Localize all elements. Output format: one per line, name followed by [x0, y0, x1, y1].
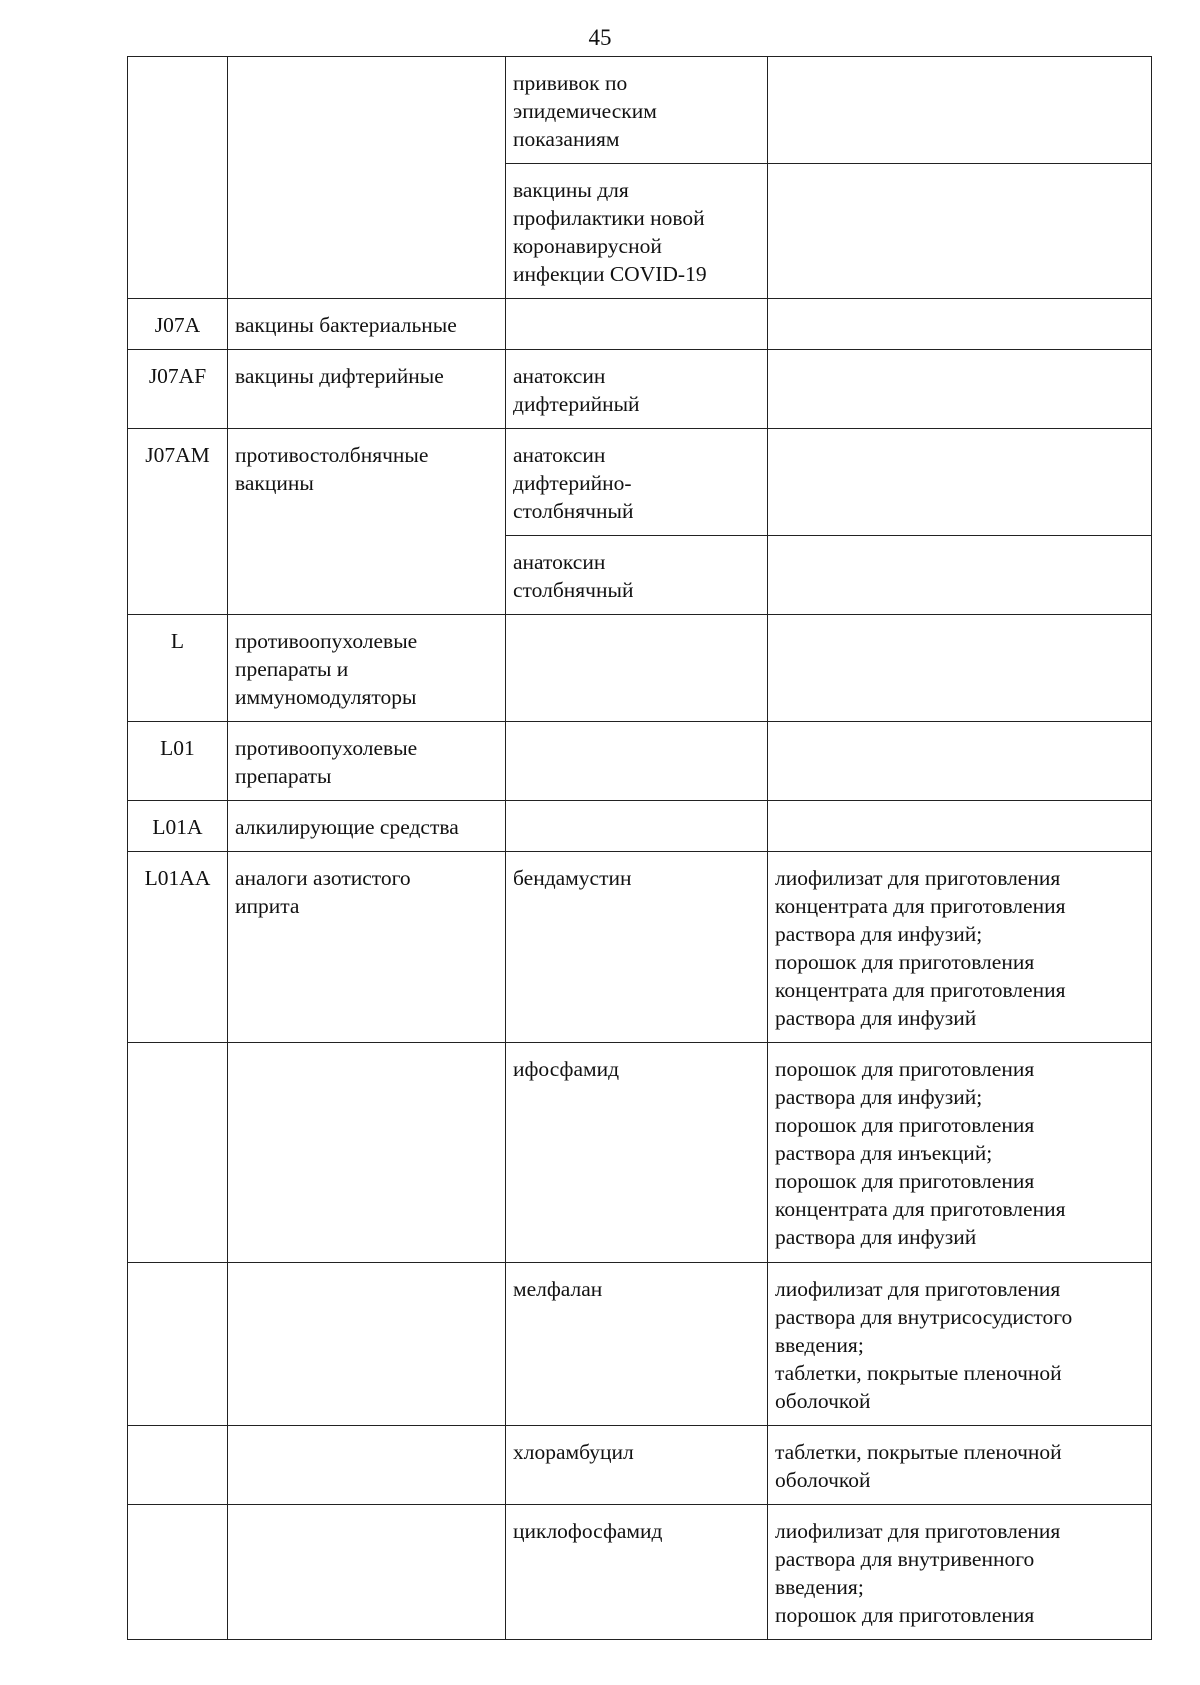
drug-name-cell	[506, 615, 768, 722]
table-row	[128, 299, 1152, 350]
table-row	[128, 722, 1152, 801]
dosage-form-cell	[768, 429, 1152, 536]
dosage-form-cell	[768, 299, 1152, 350]
drug-name-cell	[506, 722, 768, 801]
page-number: 45	[588, 25, 612, 50]
drug-name-cell: мелфалан	[506, 1263, 768, 1426]
table-row	[128, 350, 1152, 429]
group-cell	[228, 1426, 506, 1505]
group-cell: аналоги азотистого иприта	[228, 852, 506, 1043]
drug-name-cell: прививок по эпидемическим показаниям	[506, 57, 768, 164]
dosage-form-cell	[768, 57, 1152, 164]
atc-code-cell: L01A	[128, 801, 228, 852]
atc-code-cell	[128, 1505, 228, 1640]
group-cell: противоопухолевые препараты и иммуномодуляторы	[228, 615, 506, 722]
dosage-form-cell	[768, 350, 1152, 429]
atc-code-cell	[128, 1426, 228, 1505]
dosage-form-cell: лиофилизат для приготовления концентрата для приготовления раствора для инфузий; порошок для приготовления концентрата для приготовления раствора для инфузий	[768, 852, 1152, 1043]
drug-name-cell: анатоксин столбнячный	[506, 536, 768, 615]
dosage-form-cell	[768, 164, 1152, 299]
group-cell	[228, 1263, 506, 1426]
drug-name-cell: бендамустин	[506, 852, 768, 1043]
drug-name-cell: ифосфамид	[506, 1043, 768, 1263]
drug-name-cell: циклофосфамид	[506, 1505, 768, 1640]
table-row	[128, 1043, 1152, 1263]
dosage-form-cell: лиофилизат для приготовления раствора для внутрисосудистого введения; таблетки, покрытые пленочной оболочкой	[768, 1263, 1152, 1426]
atc-code-cell: J07A	[128, 299, 228, 350]
atc-code-cell: L01AA	[128, 852, 228, 1043]
atc-code-cell	[128, 1043, 228, 1263]
table-row	[128, 615, 1152, 722]
drug-name-cell	[506, 299, 768, 350]
drug-name-cell	[506, 801, 768, 852]
table-row	[128, 852, 1152, 1043]
dosage-form-cell: таблетки, покрытые пленочной оболочкой	[768, 1426, 1152, 1505]
atc-code-cell	[128, 1263, 228, 1426]
table-row	[128, 1426, 1152, 1505]
dosage-form-cell	[768, 536, 1152, 615]
group-cell: вакцины бактериальные	[228, 299, 506, 350]
atc-code-cell: L	[128, 615, 228, 722]
table-row	[128, 1263, 1152, 1426]
dosage-form-cell	[768, 801, 1152, 852]
group-cell: противостолбнячные вакцины	[228, 429, 506, 615]
group-cell: вакцины дифтерийные	[228, 350, 506, 429]
drug-name-cell: анатоксин дифтерийный	[506, 350, 768, 429]
dosage-form-cell	[768, 615, 1152, 722]
group-cell: алкилирующие средства	[228, 801, 506, 852]
atc-code-cell: J07AM	[128, 429, 228, 615]
dosage-form-cell: порошок для приготовления раствора для инфузий; порошок для приготовления раствора для инъекций; порошок для приготовления концентрата для приготовления раствора для инфузий	[768, 1043, 1152, 1263]
atc-code-cell	[128, 57, 228, 299]
group-cell	[228, 1043, 506, 1263]
atc-code-cell: L01	[128, 722, 228, 801]
table-row	[128, 801, 1152, 852]
drug-name-cell: хлорамбуцил	[506, 1426, 768, 1505]
drug-table	[127, 56, 1152, 1640]
group-cell	[228, 1505, 506, 1640]
group-cell: противоопухолевые препараты	[228, 722, 506, 801]
drug-name-cell: анатоксин дифтерийно- столбнячный	[506, 429, 768, 536]
table-row	[128, 57, 1152, 164]
table-row	[128, 429, 1152, 536]
dosage-form-cell: лиофилизат для приготовления раствора для внутривенного введения; порошок для приготовления	[768, 1505, 1152, 1640]
dosage-form-cell	[768, 722, 1152, 801]
atc-code-cell: J07AF	[128, 350, 228, 429]
drug-name-cell: вакцины для профилактики новой коронавирусной инфекции COVID-19	[506, 164, 768, 299]
table-row	[128, 1505, 1152, 1640]
group-cell	[228, 57, 506, 299]
